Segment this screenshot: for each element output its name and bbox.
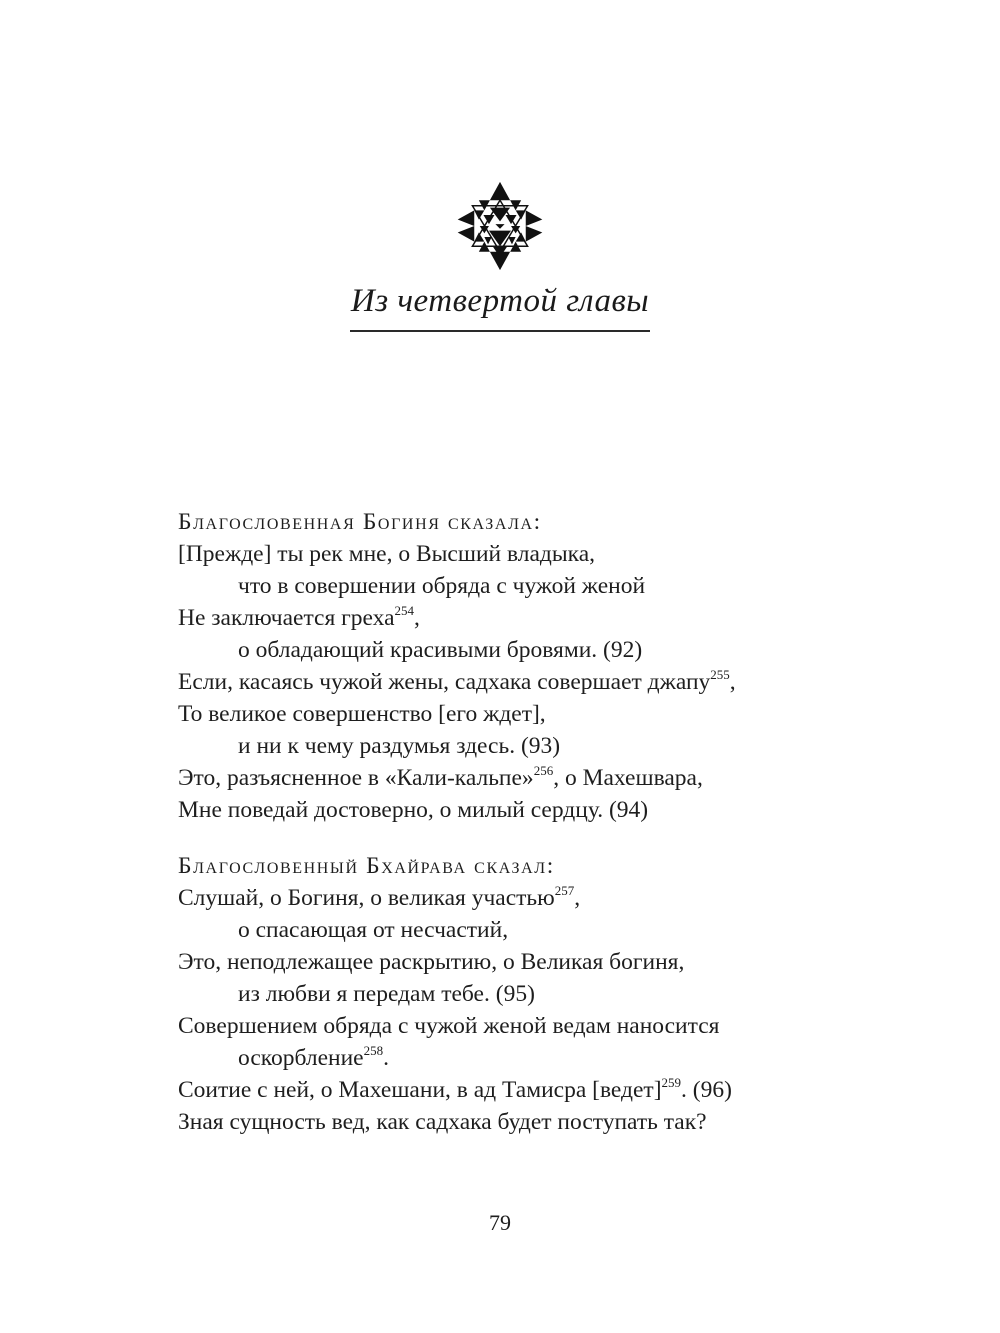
- verse-line: что в совершении обряда с чужой женой: [238, 573, 646, 599]
- verse-line: Это, разъясненное в «Кали-кальпе»$^{256}$, о Махешвара,: [178, 763, 703, 791]
- footnote-ref: 254: [394, 603, 415, 619]
- verse-line: Зная сущность вед, как садхака будет поступать так?: [178, 1109, 707, 1135]
- footnote-ref: 255: [710, 667, 730, 683]
- verse-line: оскорбление$^{258}$.: [238, 1043, 389, 1071]
- verse-line: То великое совершенство [его ждет],: [178, 701, 546, 727]
- verse-line: о обладающий красивыми бровями. (92): [238, 637, 643, 663]
- verse-line: и ни к чему раздумья здесь. (93): [238, 733, 561, 759]
- footnote-ref: 256: [533, 763, 554, 779]
- verse-passage-goddess: [178, 506, 878, 826]
- page-number: 79: [489, 1210, 511, 1235]
- verse-line: Мне поведай достоверно, о милый сердцу. (94): [178, 797, 649, 823]
- chapter-title: Из четвертой главы: [350, 283, 650, 319]
- footnote-ref: 257: [554, 883, 575, 899]
- verse-line: Соитие с ней, о Махешани, в ад Тамисра [ведет]$^{259}$. (96): [178, 1075, 732, 1103]
- verse-passage-bhairava: [178, 850, 878, 1138]
- verse-line: из любви я передам тебе. (95): [238, 981, 535, 1007]
- title-underline: [350, 330, 650, 332]
- footnote-ref: 259: [661, 1075, 682, 1091]
- footnote-ref: 258: [363, 1043, 384, 1059]
- verse-line: [Прежде] ты рек мне, о Высший владыка,: [178, 541, 596, 567]
- sri-yantra-ornament-icon: [454, 180, 546, 272]
- verse-line: Если, касаясь чужой жены, садхака совершает джапу$^{255}$,: [178, 667, 736, 695]
- verse-line: Слушай, о Богиня, о великая участью$^{257}$,: [178, 883, 581, 911]
- verse-line: о спасающая от несчастий,: [238, 917, 509, 943]
- verse-line: Не заключается греха$^{254}$,: [178, 603, 420, 631]
- speaker-heading: Благословенный Бхайрава сказал:: [178, 853, 555, 879]
- verse-line: Это, неподлежащее раскрытию, о Великая богиня,: [178, 949, 685, 975]
- speaker-heading: Благословенная Богиня сказала:: [178, 509, 542, 535]
- verse-line: Совершением обряда с чужой женой ведам наносится: [178, 1013, 720, 1039]
